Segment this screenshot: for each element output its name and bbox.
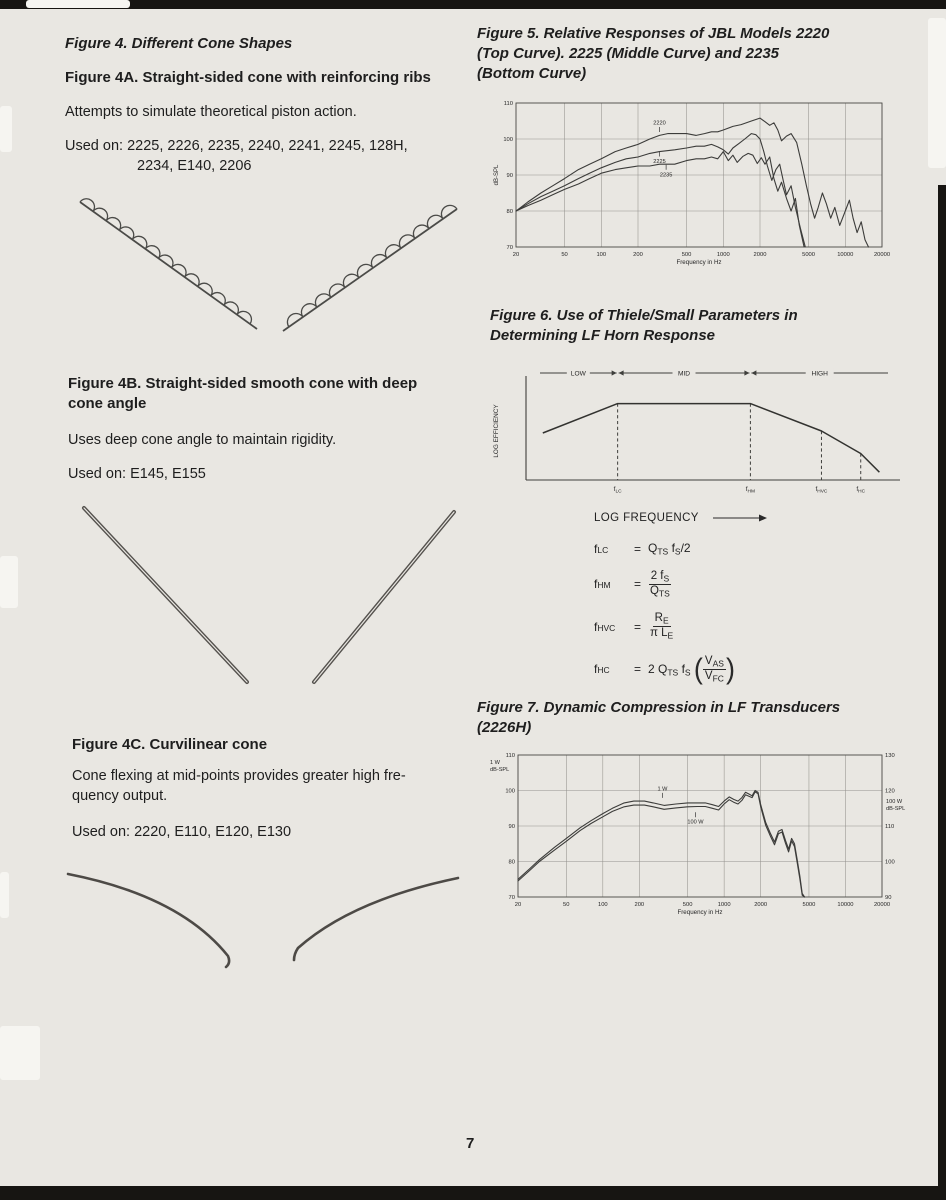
figure7-title-line2: (2226H) [477,719,532,736]
svg-text:80: 80 [506,209,513,215]
svg-text:1000: 1000 [716,252,730,258]
figure4c-body-line1: Cone flexing at mid-points provides greater high fre- [72,768,406,784]
figure4-title: Figure 4. Different Cone Shapes [65,35,293,52]
svg-text:1 W: 1 W [657,786,668,793]
formula-hc: f HC = 2 $Q_{TS}$ $f_S$ ( $\frac{V_{AS}}{V_{FC}}$ ) [594,653,735,685]
svg-text:500: 500 [681,252,692,258]
svg-text:100 W: 100 W [687,819,704,826]
scan-artifact-right-strip [938,185,946,1200]
cone-drawing-4a [65,188,465,338]
figure6-title-line1: Figure 6. Use of Thiele/Small Parameters in [490,307,798,324]
scan-artifact-left-blob-2 [0,556,18,608]
figure4b-body: Uses deep cone angle to maintain rigidity. [68,432,337,448]
svg-text:MID: MID [677,370,691,378]
svg-text:HIGH: HIGH [811,370,828,378]
log-frequency-label: LOG FREQUENCY [594,512,769,524]
figure4c-body-line2: quency output. [72,788,168,804]
svg-text:110: 110 [885,824,895,830]
svg-text:LOW: LOW [570,370,586,378]
formula-hvc: f HVC = $\frac{R_E}{\pi L_E}$ [594,612,674,641]
svg-text:2000: 2000 [754,902,768,908]
svg-text:90: 90 [508,824,515,830]
svg-text:50: 50 [563,902,570,908]
svg-text:dB-SPL: dB-SPL [886,805,906,812]
svg-text:fHM: $f_{HM}$ [745,486,756,495]
scan-artifact-top-notch [26,0,130,8]
svg-text:70: 70 [506,245,513,251]
figure4b-used-on: Used on: E145, E155 [68,466,206,482]
svg-text:90: 90 [506,173,513,179]
figure4a-used-on-line1: Used on: 2225, 2226, 2235, 2240, 2241, 2245, 128H, [65,138,408,154]
cone-drawing-4c [60,858,464,998]
figure4c-title: Figure 4C. Curvilinear cone [72,736,268,753]
figure4a-used-on-line2: 2234, E140, 2206 [137,158,252,174]
svg-text:20000: 20000 [873,902,891,908]
svg-text:fLC: $f_{LC}$ [613,486,622,495]
svg-text:100 W: 100 W [886,798,903,805]
svg-text:100: 100 [505,788,515,795]
svg-text:1 W: 1 W [490,759,500,766]
figure6-title-line2: Determining LF Horn Response [490,327,716,344]
formula-lc: f LC = $Q_{TS}$ $f_S/2$ [594,541,691,557]
svg-text:200: 200 [633,252,643,258]
page-number: 7 [466,1135,475,1152]
horn-formulas [594,512,769,684]
figure6-diagram [486,360,910,505]
scan-artifact-left-blob-1 [0,106,12,152]
figure5-title-line3: (Bottom Curve) [477,65,587,82]
figure4a-title: Figure 4A. Straight-sided cone with reinforcing ribs [65,69,431,86]
svg-text:5000: 5000 [802,252,816,258]
svg-text:2000: 2000 [753,252,767,258]
svg-text:20000: 20000 [873,252,890,258]
svg-text:dB-SPL: dB-SPL [494,164,500,186]
svg-text:110: 110 [503,101,513,107]
scan-artifact-left-blob-4 [0,1026,40,1080]
scan-artifact-bottom-bar [0,1186,946,1200]
figure4b-title-line1: Figure 4B. Straight-sided smooth cone with deep [68,375,418,392]
svg-text:10000: 10000 [837,902,854,908]
svg-text:2235: 2235 [659,172,673,179]
svg-text:LOG EFFICIENCY: LOG EFFICIENCY [493,404,500,458]
svg-text:2220: 2220 [653,120,666,127]
figure7-title-line1: Figure 7. Dynamic Compression in LF Transducers [477,699,841,716]
svg-text:1000: 1000 [717,902,731,908]
svg-text:80: 80 [508,859,515,866]
svg-text:10000: 10000 [837,252,854,258]
svg-text:fHC: $f_{HC}$ [856,486,866,495]
svg-text:100: 100 [596,252,607,258]
cone-drawing-4b [62,500,462,705]
svg-text:200: 200 [634,902,645,908]
svg-text:110: 110 [505,753,515,759]
figure5-title-line2: (Top Curve). 2225 (Middle Curve) and 2235 [477,45,780,62]
svg-text:100: 100 [503,137,513,143]
figure4a-body: Attempts to simulate theoretical piston action. [65,104,357,120]
svg-text:dB-SPL: dB-SPL [490,766,510,773]
figure4c-used-on: Used on: 2220, E110, E120, E130 [72,824,292,840]
svg-text:130: 130 [885,753,895,759]
figure4c-body [72,766,406,806]
svg-text:Frequency in Hz: Frequency in Hz [676,259,722,266]
figure5-title [477,24,927,84]
svg-text:2225: 2225 [653,158,666,165]
figure4b-title-line2: cone angle [68,395,147,412]
svg-text:100: 100 [885,859,895,866]
figure7-title [477,698,937,738]
figure5-chart [490,95,890,275]
figure4b-title [68,374,478,414]
svg-text:Frequency in Hz: Frequency in Hz [677,909,723,916]
figure5-title-line1: Figure 5. Relative Responses of JBL Models 2220 [477,25,830,42]
figure7-chart [488,745,928,925]
scan-artifact-right-blob [928,18,946,168]
svg-text:fHVC: $f_{HVC}$ [815,486,828,495]
formula-hm: f HM = $\frac{2 f_S}{Q_{TS}}$ [594,569,670,599]
svg-text:20: 20 [512,252,520,258]
svg-text:100: 100 [597,902,608,908]
svg-text:50: 50 [561,252,568,258]
svg-text:70: 70 [508,895,515,901]
svg-text:90: 90 [885,895,892,901]
figure6-title [490,306,930,346]
svg-text:120: 120 [885,788,895,795]
figure4a-used-on [65,136,408,176]
scan-artifact-top-bar [0,0,946,9]
svg-text:500: 500 [682,902,693,908]
svg-text:5000: 5000 [802,902,816,908]
svg-text:20: 20 [514,902,522,908]
scan-artifact-left-blob-3 [0,872,9,918]
